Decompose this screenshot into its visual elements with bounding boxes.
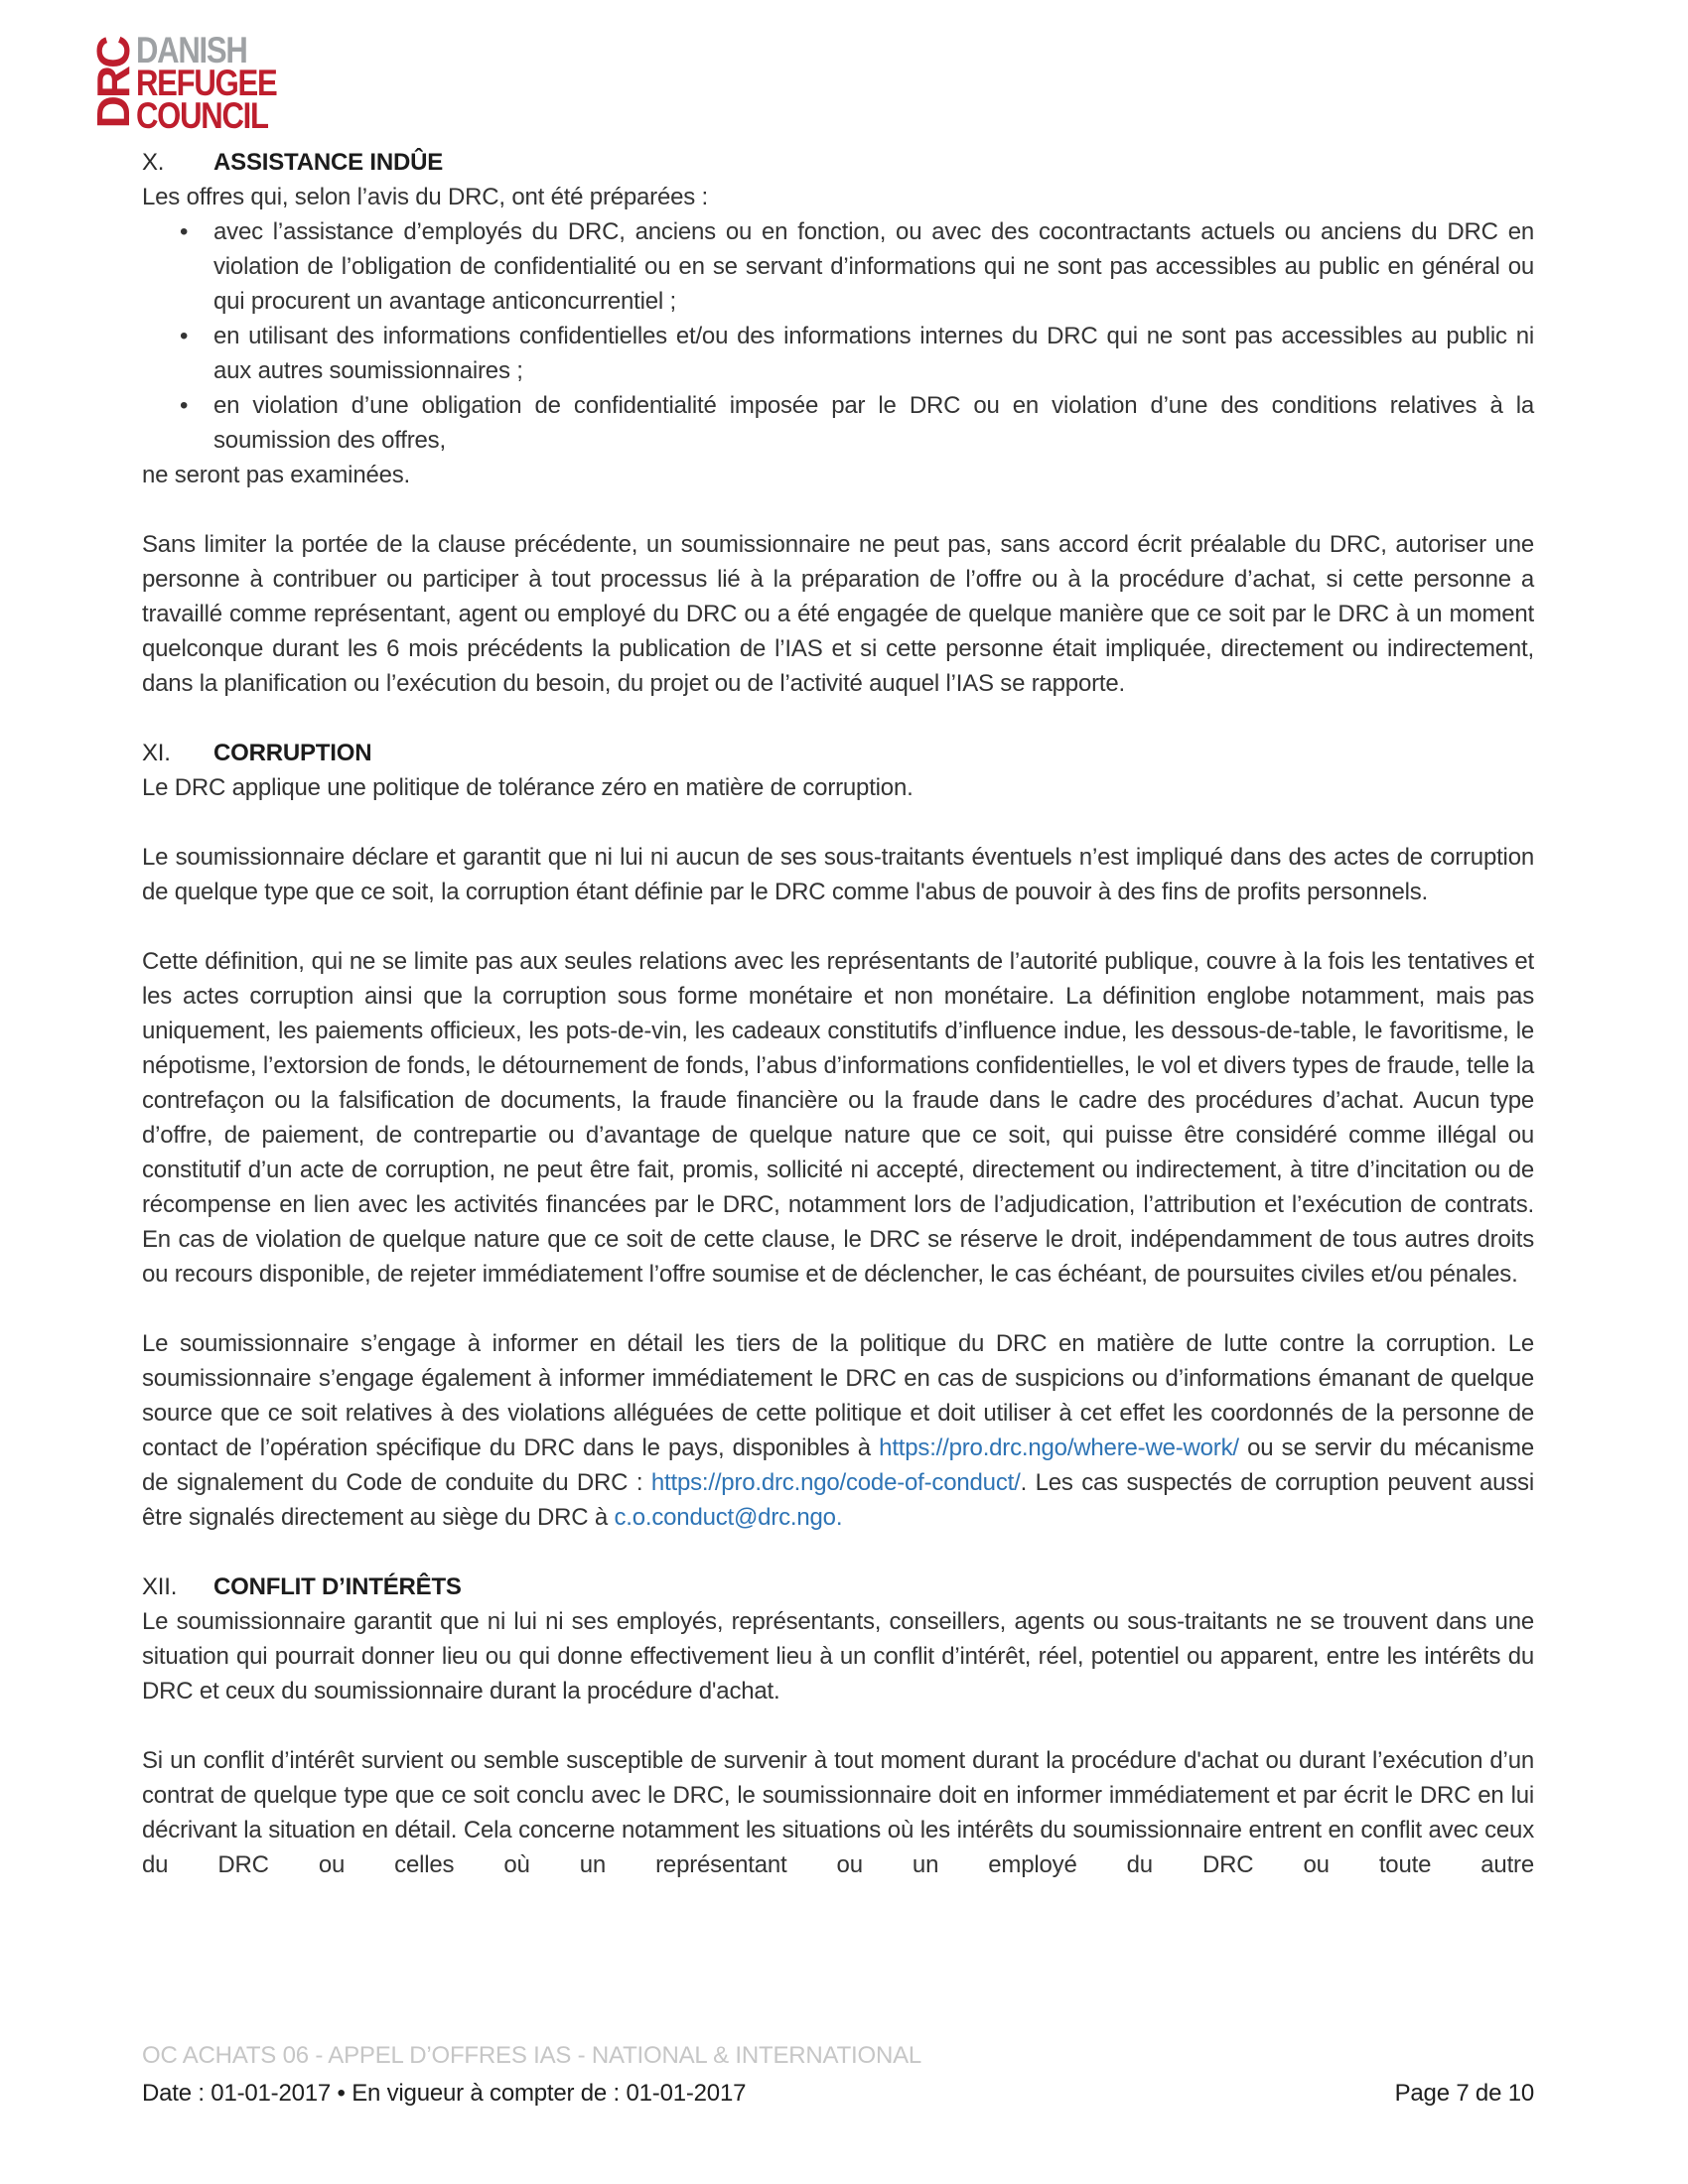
- code-of-conduct-link[interactable]: https://pro.drc.ngo/code-of-conduct/: [650, 1469, 1021, 1496]
- paragraph-with-links: [142, 1326, 1534, 1535]
- section-xi-heading: [142, 736, 1534, 770]
- section-x-intro: Les offres qui, selon l’avis du DRC, ont été préparées :: [142, 184, 709, 210]
- bullet-item: • en violation d’une obligation de confidentialité imposée par le DRC ou en violation d’une des conditions relatives à la soumission des offres,: [142, 388, 1534, 458]
- document-body: [142, 145, 1534, 1882]
- footer-date-line: Date : 01-01-2017 • En vigueur à compter de : 01-01-2017: [142, 2080, 747, 2107]
- paragraph: Cette définition, qui ne se limite pas aux seules relations avec les représentants de l’autorité publique, couvre à la fois les tentatives et les actes corruption ainsi que la corruption sous forme monétaire et non monétaire. La définition englobe notamment, mais pas uniquement, les paiements officieux, les pots-de-vin, les cadeaux constitutifs d’influence indue, les dessous-de-table, le favoritisme, le népotisme, l’extorsion de fonds, le détournement de fonds, l’abus d’informations confidentielles, le vol et divers types de fraude, telle la contrefaçon ou la falsification de documents, la fraude financière ou la fraude dans le cadre des procédures d’achat. Aucun type d’offre, de paiement, de contrepartie ou d’avantage de quelque nature que ce soit, qui puisse être considéré comme illégal ou constitutif d’un acte de corruption, ne peut être fait, promis, sollicité ni accepté, directement ou indirectement, à titre d’incitation ou de récompense en lien avec les activités financées par le DRC, notamment lors de l’adjudication, l’attribution et l’exécution de contrats. En cas de violation de quelque nature que ce soit de cette clause, le DRC se réserve le droit, indépendamment de tous autres droits ou recours disponible, de rejeter immédiatement l’offre soumise et de déclencher, le cas échéant, de poursuites civiles et/ou pénales.: [142, 948, 1534, 1288]
- paragraph-text: ou se servir du mécanisme de signalement du Code de conduite du DRC :: [142, 1434, 1534, 1496]
- section-xii-heading: [142, 1570, 1534, 1604]
- section-number: XII.: [142, 1573, 178, 1600]
- paragraph: Le soumissionnaire déclare et garantit que ni lui ni aucun de ses sous-traitants éventuels n’est impliqué dans des actes de corruption de quelque type que ce soit, la corruption étant définie par le DRC comme l'abus de pouvoir à des fins de profits personnels.: [142, 844, 1534, 905]
- section-title: ASSISTANCE INDÛE: [213, 149, 444, 176]
- drc-logo-mark-wrap: [87, 34, 139, 133]
- logo-line-council: COUNCIL: [136, 95, 268, 136]
- paragraph: Le soumissionnaire garantit que ni lui ni ses employés, représentants, conseillers, agents ou sous-traitants ne se trouvent dans une situation qui pourrait donner lieu ou qui donne effectivement lieu à un conflit d’intérêt, réel, potentiel ou apparent, entre les intérêts du DRC et ceux du soumissionnaire durant la procédure d'achat.: [142, 1608, 1534, 1705]
- drc-logo: [87, 30, 303, 136]
- page-footer: [142, 2037, 1534, 2113]
- paragraph-text: . Les cas suspectés de corruption peuvent aussi être signalés directement au siège du DRC à: [142, 1469, 1534, 1531]
- section-number: XI.: [142, 740, 171, 766]
- footer-row: [142, 2075, 1534, 2113]
- logo-line-refugee: REFUGEE: [136, 63, 277, 103]
- paragraph: Le DRC applique une politique de tolérance zéro en matière de corruption.: [142, 774, 914, 801]
- conduct-email-link[interactable]: c.o.conduct@drc.ngo.: [614, 1504, 843, 1531]
- bullet-list: [142, 214, 1534, 458]
- section-title: CORRUPTION: [213, 740, 372, 766]
- section-x-heading: [142, 145, 1534, 180]
- logo-line-danish: DANISH: [136, 30, 247, 70]
- footer-doc-ref: OC ACHATS 06 - APPEL D’OFFRES IAS - NATIONAL & INTERNATIONAL: [142, 2042, 922, 2069]
- paragraph-text: Le soumissionnaire s’engage à informer en détail les tiers de la politique du DRC en matière de lutte contre la corruption. Le soumissionnaire s’engage également à informer immédiatement le DRC en cas de suspicions ou d’informations émanant de quelque source que ce soit relatives à des violations alléguées de cette politique et doit utiliser à cet effet les coordonnés de la personne de contact de l’opération spécifique du DRC dans le pays, disponibles à: [142, 1330, 1534, 1461]
- section-title: CONFLIT D’INTÉRÊTS: [213, 1573, 462, 1600]
- where-we-work-link[interactable]: https://pro.drc.ngo/where-we-work/: [879, 1434, 1239, 1461]
- drc-logo-mark: DRC: [87, 38, 139, 129]
- paragraph: Sans limiter la portée de la clause précédente, un soumissionnaire ne peut pas, sans accord écrit préalable du DRC, autoriser une personne à contribuer ou participer à tout processus lié à la préparation de l’offre ou à la procédure d’achat, si cette personne a travaillé comme représentant, agent ou employé du DRC ou a été engagée de quelque manière que ce soit par le DRC à un moment quelconque durant les 6 mois précédents la publication de l’IAS et si cette personne était impliquée, directement ou indirectement, dans la planification ou l’exécution du besoin, du projet ou de l’activité auquel l’IAS se rapporte.: [142, 531, 1534, 697]
- paragraph: Si un conflit d’intérêt survient ou semble susceptible de survenir à tout moment durant la procédure d'achat ou durant l’exécution d’un contrat de quelque type que ce soit conclu avec le DRC, le soumissionnaire doit en informer immédiatement et par écrit le DRC en lui décrivant la situation en détail. Cela concerne notamment les situations où les intérêts du soumissionnaire entrent en conflit avec ceux du DRC ou celles où un représentant ou un employé du DRC ou toute autre: [142, 1747, 1534, 1878]
- bullet-item: • avec l’assistance d’employés du DRC, anciens ou en fonction, ou avec des cocontractants actuels ou anciens du DRC en violation de l’obligation de confidentialité ou en se servant d’informations qui ne sont pas accessibles au public en général ou qui procurent un avantage anticoncurrentiel ;: [142, 214, 1534, 319]
- page-number: Page 7 de 10: [1394, 2080, 1534, 2107]
- section-number: X.: [142, 149, 165, 176]
- bullet-item: • en utilisant des informations confidentielles et/ou des informations internes du DRC qui ne sont pas accessibles au public ni aux autres soumissionnaires ;: [142, 319, 1534, 388]
- section-x-outro: ne seront pas examinées.: [142, 462, 411, 488]
- drc-logo-text: [136, 30, 303, 136]
